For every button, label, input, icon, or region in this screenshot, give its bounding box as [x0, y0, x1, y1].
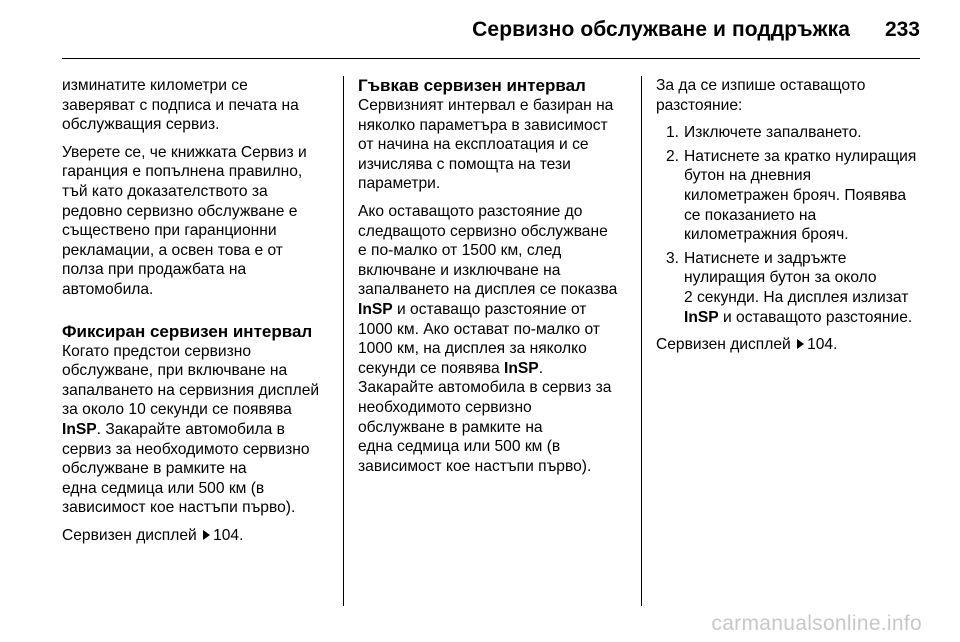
text-run: . Закарайте автомобила в сервиз за необходимото сервизно обслужване в рамките на една седмица или 500 км (в зависимост кое настъпи първо).: [62, 420, 310, 517]
text-run: и оставащо разстояние от 1000 км. Ако остават по-малко от 1000 км, на дисплея за няколко секунди се появява: [358, 300, 600, 377]
step-text: Изключете запалването.: [684, 124, 862, 142]
section-gap: [62, 308, 334, 322]
page-reference-arrow-icon: [203, 530, 210, 540]
text-run: Ако оставащото разстояние до следващото сервизно обслужване е по-малко от 1500 км, след включване и изключване на запалването на дисплея се показва: [358, 202, 618, 299]
section-heading-flexible-interval: Гъвкав сервизен интервал: [358, 76, 586, 95]
watermark: carmanualsonline.info: [711, 612, 922, 635]
insp-display-text: InSP: [504, 359, 539, 377]
paragraph: изминатите километри се заверяват с подписа и печата на обслужващия сервиз.: [62, 77, 299, 134]
page-header: [0, 0, 960, 60]
paragraph: [62, 342, 334, 518]
header-rule: [62, 58, 920, 59]
text-run: Когато предстои сервизно обслужване, при включване на запалването на сервизния дисплей за около 10 секунди се появява: [62, 342, 320, 419]
reference-label: Сервизен дисплей: [62, 526, 197, 544]
insp-display-text: InSP: [62, 420, 97, 438]
insp-display-text: InSP: [358, 300, 393, 318]
page-title: Сервизно обслужване и поддръжка: [472, 18, 850, 41]
step-text: Натиснете и задръжте нулиращия бутон за около 2 секунди. На дисплея излизат: [684, 249, 909, 306]
page-reference-arrow-icon: [797, 339, 804, 349]
column-3: [656, 76, 926, 363]
list-item: [656, 147, 926, 245]
list-item: [656, 249, 926, 327]
column-1: [62, 76, 334, 553]
step-number: 2.: [666, 147, 680, 165]
step-number: 3.: [666, 249, 680, 267]
paragraph: Сервизният интервал е базиран на няколко параметъра в зависимост от начина на експлоатация и се изчислява с помощта на тези параметри.: [358, 97, 614, 193]
reference-page: 104.: [213, 526, 244, 544]
steps-list: [656, 123, 926, 327]
step-text: Натиснете за кратко нулиращия бутон на дневния километражен брояч. Появява се показанието на километражния брояч.: [684, 147, 917, 244]
column-divider: [641, 76, 642, 606]
reference-page: 104.: [807, 336, 838, 354]
insp-display-text: InSP: [684, 308, 719, 326]
page-number: 233: [884, 18, 920, 41]
paragraph: [358, 202, 638, 476]
section-heading-fixed-interval: Фиксиран сервизен интервал: [62, 321, 313, 341]
cross-reference: [656, 335, 926, 355]
cross-reference: [62, 526, 334, 546]
paragraph: За да се изпише оставащото разстояние:: [656, 77, 866, 114]
step-text: и оставащото разстояние.: [718, 308, 913, 326]
step-number: 1.: [666, 124, 680, 142]
column-2: [358, 76, 638, 484]
paragraph: Уверете се, че книжката Сервиз и гаранция е попълнена правилно, тъй като доказателството за редовно сервизно обслужване е съществено при гаранционни рекламации, а освен това е от полза при продажбата на автомобила.: [62, 143, 307, 298]
list-item: [656, 123, 926, 143]
column-divider: [343, 76, 344, 606]
text-run: . Закарайте автомобила в сервиз за необходимото сервизно обслужване в рамките на една седмица или 500 км (в зависимост кое настъпи първо).: [358, 359, 612, 475]
reference-label: Сервизен дисплей: [656, 336, 791, 354]
